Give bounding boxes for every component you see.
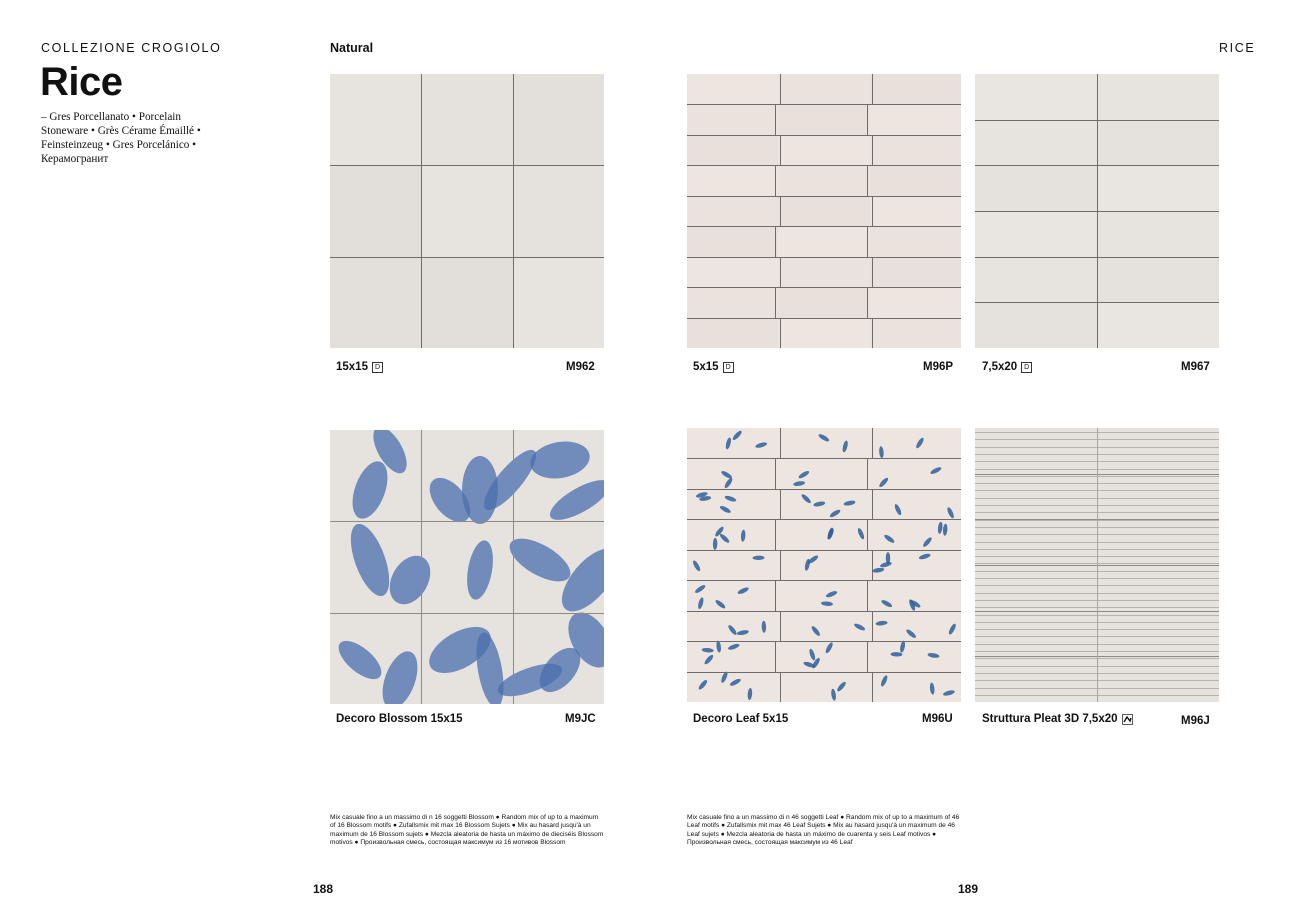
- tile-piece: [330, 74, 421, 165]
- grout-line: [775, 580, 776, 610]
- grout-line: [867, 104, 868, 134]
- grout-line: [872, 257, 873, 287]
- leaf-mark: [727, 643, 740, 651]
- tile-piece: [421, 74, 512, 165]
- tile-piece: [778, 104, 869, 134]
- grout-line: [687, 580, 961, 581]
- blossom-mix-note: Mix casuale fino a un massimo di n 16 soggetti Blossom ● Random mix of up to a maximum of 16 Blossom motifs ● Zufallsmix mit max 16 Blossom Sujets ● Mix au hasard jusqu'à un maximum de 16 Blossom sujets ● Mezcla aleatoria de hasta un máximo de dieciséis Blossom motivos ● Произвольная смесь, состоящая максимум из 16 мотивов Blossom: [330, 814, 604, 847]
- leaf-mark: [883, 533, 895, 544]
- leaf-pattern: [687, 428, 961, 702]
- leaf-mark: [810, 625, 821, 637]
- tile-piece: [975, 165, 1097, 211]
- grout-line: [867, 287, 868, 317]
- grout-line: [687, 611, 961, 612]
- petal-mark: [332, 634, 387, 686]
- leaf-mark: [878, 477, 889, 489]
- product-code: M962: [566, 361, 595, 373]
- leaf-mark: [702, 647, 714, 652]
- grout-line: [872, 428, 873, 458]
- product-caption: [693, 361, 734, 373]
- petal-mark: [463, 538, 497, 601]
- grout-line: [421, 430, 422, 704]
- leaf-mark: [915, 437, 925, 450]
- leaf-mark: [713, 538, 718, 550]
- grout-line: [872, 611, 873, 641]
- tile-piece: [778, 165, 869, 195]
- leaf-mark: [719, 533, 731, 544]
- tile-piece: [687, 74, 778, 104]
- leaf-mark: [857, 527, 866, 540]
- leaf-mark: [880, 599, 893, 609]
- petal-mark: [527, 437, 592, 483]
- leaf-mark: [893, 503, 902, 516]
- grout-line: [867, 226, 868, 256]
- product-code: M96J: [1181, 715, 1210, 727]
- leaf-mark: [943, 689, 956, 697]
- leaf-mark: [836, 681, 847, 693]
- tile-piece: [513, 257, 604, 348]
- leaf-mark: [755, 441, 768, 449]
- product-code: M9JC: [565, 713, 596, 725]
- page-title: Rice: [40, 60, 123, 104]
- tile-piece: [687, 318, 778, 348]
- collection-label: COLLEZIONE CROGIOLO: [41, 41, 222, 55]
- tile-piece: [870, 257, 961, 287]
- leaf-mark: [697, 679, 708, 691]
- tile-piece: [330, 257, 421, 348]
- leaf-mark: [719, 505, 732, 515]
- petal-mark: [376, 647, 425, 704]
- leaf-mark: [736, 629, 749, 636]
- tile-image-7-5x20: [975, 74, 1219, 348]
- tile-piece: [687, 135, 778, 165]
- product-name: 7,5x20: [982, 361, 1018, 373]
- grout-line: [687, 135, 961, 136]
- leaf-mark: [825, 590, 838, 599]
- grout-line: [780, 428, 781, 458]
- tile-piece: [870, 196, 961, 226]
- 3d-structure-icon: [1122, 714, 1133, 725]
- material-description: – Gres Porcellanato • Porcelain Stoneware • Grès Cérame Émaillé • Feinsteinzeug • Gres Porcelánico • Керамогранит: [41, 111, 201, 165]
- grout-line: [780, 135, 781, 165]
- tile-piece: [778, 135, 869, 165]
- leaf-mark: [927, 652, 940, 658]
- series-label-right: RICE: [1219, 41, 1256, 55]
- grout-line: [775, 519, 776, 549]
- leaf-mark: [937, 522, 943, 534]
- grout-line: [1097, 74, 1098, 348]
- tile-piece: [1097, 165, 1219, 211]
- grout-line: [330, 165, 604, 166]
- tile-piece: [975, 74, 1097, 120]
- tile-piece: [870, 226, 961, 256]
- product-code: M96U: [922, 713, 953, 725]
- leaf-mark: [703, 654, 714, 666]
- leaf-mark: [842, 440, 849, 453]
- tile-piece: [421, 257, 512, 348]
- grout-line: [687, 318, 961, 319]
- leaf-mark: [946, 506, 955, 519]
- leaf-mark: [752, 555, 764, 560]
- finish-label: Natural: [330, 41, 374, 55]
- tile-piece: [975, 302, 1097, 348]
- grout-line: [687, 519, 961, 520]
- tile-piece: [687, 196, 778, 226]
- grout-line: [775, 641, 776, 671]
- grout-line: [513, 430, 514, 704]
- grout-line: [330, 521, 604, 522]
- grout-line: [872, 489, 873, 519]
- petal-mark: [346, 457, 395, 524]
- product-name: Decoro Leaf 5x15: [693, 713, 789, 725]
- tile-piece: [870, 318, 961, 348]
- product-code: M967: [1181, 361, 1210, 373]
- grout-line: [687, 287, 961, 288]
- grout-line: [687, 226, 961, 227]
- leaf-mark: [761, 621, 766, 633]
- grout-line: [330, 613, 604, 614]
- leaf-mark: [821, 601, 833, 606]
- grout-line: [780, 672, 781, 702]
- tile-piece: [975, 211, 1097, 257]
- tile-piece: [778, 74, 869, 104]
- grout-line: [687, 641, 961, 642]
- leaf-mark: [798, 470, 811, 480]
- grout-line: [872, 672, 873, 702]
- leaf-mark: [727, 624, 738, 636]
- leaf-mark: [724, 495, 737, 503]
- tile-piece: [687, 257, 778, 287]
- tile-piece: [1097, 302, 1219, 348]
- grout-line: [687, 550, 961, 551]
- tile-piece: [870, 74, 961, 104]
- grout-line: [775, 104, 776, 134]
- tile-piece: [870, 165, 961, 195]
- tile-piece: [330, 165, 421, 256]
- grout-line: [775, 226, 776, 256]
- leaf-mark: [720, 671, 729, 684]
- tile-piece: [870, 135, 961, 165]
- tile-piece: [1097, 257, 1219, 303]
- blossom-pattern: [330, 430, 604, 704]
- tile-image-15x15: [330, 74, 604, 348]
- leaf-mark: [922, 536, 933, 548]
- leaf-mark: [880, 561, 893, 568]
- grout-line: [775, 458, 776, 488]
- leaf-mark: [879, 446, 884, 458]
- leaf-mark: [747, 688, 752, 700]
- leaf-mark: [714, 599, 726, 610]
- tile-piece: [778, 226, 869, 256]
- leaf-mark: [948, 623, 958, 636]
- leaf-mark: [725, 437, 732, 450]
- tile-piece: [687, 226, 778, 256]
- grout-line: [687, 489, 961, 490]
- leaf-mark: [829, 508, 842, 518]
- leaf-mark: [843, 500, 856, 507]
- grout-line: [867, 580, 868, 610]
- grout-line: [687, 196, 961, 197]
- grout-line: [780, 74, 781, 104]
- leaf-mark: [875, 620, 887, 626]
- leaf-mark: [720, 470, 733, 480]
- tile-piece: [975, 257, 1097, 303]
- leaf-mark: [905, 628, 917, 639]
- grout-line: [867, 458, 868, 488]
- tile-image-decoro-blossom: [330, 430, 604, 704]
- grout-line: [872, 550, 873, 580]
- grout-line: [421, 74, 422, 348]
- grout-line: [872, 135, 873, 165]
- petal-mark: [503, 530, 577, 590]
- leaf-mix-note: Mix casuale fino a un massimo di n 46 soggetti Leaf ● Random mix of up to a maximum of 46 Leaf motifs ● Zufallsmix mit max 46 Leaf Sujets ● Mix au hasard jusqu'à un maximum de 46 Leaf sujets ● Mezcla aleatoria de hasta un máximo de cuarenta y seis Leaf motivos ● Произвольная смесь, состоящая максимум из 46 Leaf: [687, 814, 960, 847]
- grout-line: [775, 287, 776, 317]
- grout-line: [330, 257, 604, 258]
- leaf-mark: [808, 648, 816, 661]
- leaf-mark: [697, 597, 704, 610]
- leaf-mark: [853, 622, 866, 631]
- leaf-mark: [929, 682, 935, 694]
- page-number-left: 188: [313, 882, 334, 896]
- leaf-mark: [830, 688, 836, 701]
- grout-line: [687, 104, 961, 105]
- tile-piece: [778, 318, 869, 348]
- grout-line: [775, 165, 776, 195]
- digital-badge: D: [723, 362, 734, 373]
- leaf-mark: [813, 501, 826, 508]
- grout-line: [687, 672, 961, 673]
- tile-piece: [513, 165, 604, 256]
- tile-piece: [778, 257, 869, 287]
- grout-line: [780, 257, 781, 287]
- leaf-mark: [872, 567, 885, 573]
- leaf-mark: [716, 640, 722, 652]
- leaf-mark: [731, 430, 743, 442]
- product-caption: [982, 713, 1133, 725]
- grout-line: [867, 519, 868, 549]
- tile-piece: [870, 104, 961, 134]
- leaf-mark: [818, 433, 831, 443]
- tile-piece: [421, 165, 512, 256]
- grout-line: [780, 611, 781, 641]
- tile-image-decoro-leaf: [687, 428, 961, 702]
- grout-line: [867, 641, 868, 671]
- grout-line: [687, 257, 961, 258]
- grout-line: [780, 489, 781, 519]
- grout-line: [872, 318, 873, 348]
- leaf-mark: [890, 652, 902, 657]
- grout-line: [513, 74, 514, 348]
- leaf-mark: [694, 584, 706, 594]
- tile-piece: [687, 287, 778, 317]
- tile-piece: [870, 287, 961, 317]
- grout-line: [687, 165, 961, 166]
- tile-image-5x15: [687, 74, 961, 348]
- leaf-mark: [723, 477, 733, 489]
- leaf-mark: [692, 560, 702, 573]
- leaf-mark: [880, 675, 889, 688]
- tile-piece: [1097, 74, 1219, 120]
- tile-piece: [1097, 211, 1219, 257]
- tile-piece: [778, 287, 869, 317]
- leaf-mark: [737, 586, 750, 595]
- leaf-mark: [918, 553, 931, 561]
- tile-image-struttura-pleat: [975, 428, 1219, 702]
- grout-line: [687, 458, 961, 459]
- leaf-mark: [729, 678, 742, 688]
- leaf-mark: [793, 480, 806, 486]
- page-number-right: 189: [958, 882, 979, 896]
- product-name: Decoro Blossom 15x15: [336, 713, 463, 725]
- tile-piece: [778, 196, 869, 226]
- grout-line: [872, 196, 873, 226]
- leaf-mark: [930, 466, 943, 475]
- grout-line: [872, 74, 873, 104]
- leaf-mark: [943, 524, 948, 536]
- grout-line: [1097, 428, 1098, 702]
- product-code: M96P: [923, 361, 954, 373]
- tile-piece: [687, 165, 778, 195]
- leaf-mark: [800, 493, 812, 505]
- petal-mark: [381, 548, 438, 611]
- product-caption: [982, 361, 1032, 373]
- product-name: 5x15: [693, 361, 719, 373]
- grout-line: [780, 550, 781, 580]
- digital-badge: D: [372, 362, 383, 373]
- product-name: 15x15: [336, 361, 368, 373]
- tile-piece: [975, 120, 1097, 166]
- leaf-mark: [899, 640, 906, 653]
- tile-piece: [513, 74, 604, 165]
- leaf-mark: [741, 530, 746, 542]
- leaf-mark: [824, 641, 834, 654]
- product-caption: [336, 713, 463, 725]
- product-caption: [336, 361, 383, 373]
- tile-piece: [687, 104, 778, 134]
- digital-badge: D: [1021, 362, 1032, 373]
- grout-line: [780, 318, 781, 348]
- petal-mark: [343, 519, 397, 601]
- grout-line: [780, 196, 781, 226]
- grout-line: [867, 165, 868, 195]
- product-name: Struttura Pleat 3D 7,5x20: [982, 713, 1118, 725]
- product-caption: [693, 713, 788, 725]
- tile-piece: [1097, 120, 1219, 166]
- petal-mark: [545, 473, 604, 528]
